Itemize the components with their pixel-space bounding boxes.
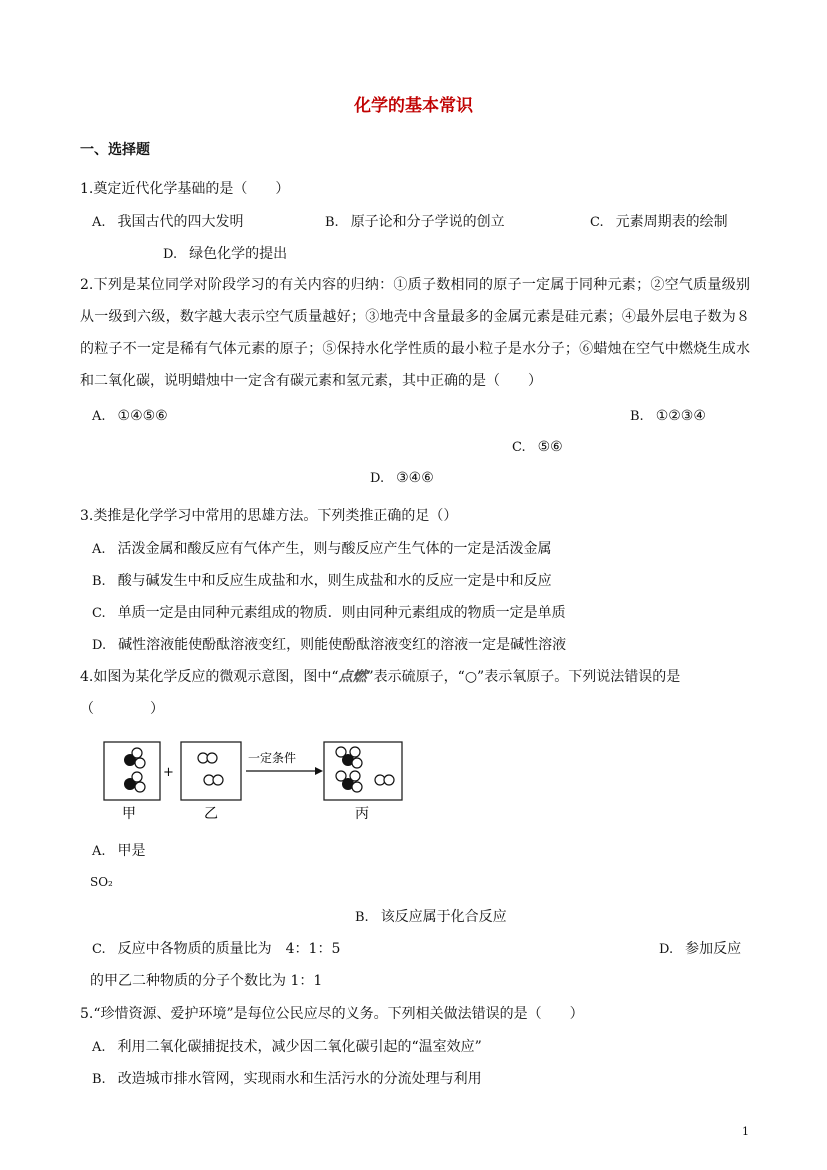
option-letter: A. <box>92 844 106 859</box>
page-title: 化学的基本常识 <box>354 96 473 116</box>
label-bing: 丙 <box>355 806 369 822</box>
option-text: 改造城市排水管网，实现雨水和生活污水的分流处理与利用 <box>117 1071 482 1087</box>
question-4-stem <box>80 666 680 686</box>
option-letter: D. <box>370 471 385 486</box>
arrow-head <box>315 767 323 775</box>
o2-molecule <box>198 753 217 763</box>
so2-molecule <box>124 772 145 792</box>
option-letter: B. <box>355 910 369 925</box>
option-letter: C. <box>92 942 106 957</box>
option-text: 我国古代的四大发明 <box>117 214 244 230</box>
q2-option-a[interactable] <box>92 408 168 424</box>
arrow-label: 一定条件 <box>248 751 297 765</box>
section-heading: 一、选择题 <box>80 142 150 158</box>
so2-molecule <box>124 748 145 768</box>
option-text: 利用二氧化碳捕捉技术，减少因二氧化碳引起的“温室效应” <box>117 1039 482 1055</box>
q2-option-c[interactable] <box>512 439 563 455</box>
box-yi <box>181 742 241 800</box>
option-letter: A. <box>92 1040 106 1055</box>
q4-option-a-formula: SO₂ <box>90 875 113 889</box>
reaction-diagram <box>100 738 410 824</box>
q1-option-a[interactable] <box>92 211 244 231</box>
option-text: 单质一定是由同种元素组成的物质．则由同种元素组成的物质一定是单质 <box>117 605 566 621</box>
q3-option-a[interactable] <box>92 538 552 558</box>
q3-option-c[interactable] <box>92 602 566 622</box>
option-text: 该反应属于化合反应 <box>380 909 507 925</box>
option-text: 绿色化学的提出 <box>189 246 288 262</box>
so3-molecule <box>336 771 362 792</box>
option-text: 原子论和分子学说的创立 <box>350 214 505 230</box>
o2-molecule <box>375 775 394 785</box>
q3-option-d[interactable] <box>92 634 566 654</box>
option-text: ③④⑥ <box>396 470 434 486</box>
question-2-stem: 2.下列是某位同学对阶段学习的有关内容的归纳：①质子数相同的原子一定属于同种元素；②空气质量级别从一级到六级，数字越大表示空气质量越好；③地壳中含量最多的金属元素是硅元素；④最外层电子数为８的粒子不一定是稀有气体元素的原子；⑤保持水化学性质的最小粒子是水分子；⑥蜡烛在空气中燃烧生成水和二氧化碳，说明蜡烛中一定含有碳元素和氢元素，其中正确的是（ ） <box>80 277 750 389</box>
option-text: ⑤⑥ <box>537 439 563 455</box>
q4-option-a[interactable] <box>92 840 146 860</box>
q4-option-c[interactable] <box>92 938 340 958</box>
option-letter: C. <box>92 606 106 621</box>
plus-sign: + <box>163 765 174 780</box>
option-text: 参加反应 <box>685 941 742 957</box>
option-text: 甲是 <box>117 843 146 859</box>
q4-option-d[interactable] <box>659 938 741 958</box>
q1-option-b[interactable] <box>325 211 505 231</box>
option-text: 酸与碱发生中和反应生成盐和水，则生成盐和水的反应一定是中和反应 <box>117 573 552 589</box>
option-text: ①④⑤⑥ <box>117 408 168 424</box>
option-text: 元素周期表的绘制 <box>615 214 728 230</box>
q2-option-b[interactable] <box>630 408 706 424</box>
option-letter: A. <box>92 542 106 557</box>
option-letter: D. <box>163 247 178 262</box>
question-3-stem: 3.类推是化学学习中常用的思雄方法。下列类推正确的足（） <box>80 508 458 524</box>
q4-option-b[interactable] <box>355 906 507 926</box>
option-text: 反应中各物质的质量比为 4：1：5 <box>117 941 341 957</box>
option-letter: B. <box>325 215 339 230</box>
option-letter: A. <box>92 215 106 230</box>
q3-option-b[interactable] <box>92 570 552 590</box>
so3-molecule <box>336 747 362 768</box>
label-yi: 乙 <box>204 806 218 822</box>
page-number: 1 <box>742 1125 749 1138</box>
option-letter: A. <box>92 409 106 424</box>
stem-text: ”表示硫原子，“○”表示氧原子。下列说法错误的是 <box>366 669 681 685</box>
q4-option-d-continuation: 的甲乙二种物质的分子个数比为 1：1 <box>90 973 323 989</box>
option-letter: D. <box>659 942 674 957</box>
question-4-paren: （ ） <box>80 701 164 717</box>
option-letter: C. <box>512 440 526 455</box>
option-text: 碱性溶液能使酚酞溶液变红，则能使酚酞溶液变红的溶液一定是碱性溶液 <box>118 637 567 653</box>
question-5-stem: 5.“珍惜资源、爱护环境”是每位公民应尽的义务。下列相关做法错误的是（ ） <box>80 1006 584 1022</box>
option-letter: D. <box>92 638 107 653</box>
option-letter: B. <box>92 574 106 589</box>
label-jia: 甲 <box>122 806 136 822</box>
option-letter: C. <box>590 215 604 230</box>
q5-option-b[interactable] <box>92 1068 482 1088</box>
o2-molecule <box>204 775 223 785</box>
stem-text: 4.如图为某化学反应的微观示意图，图中“ <box>80 669 339 685</box>
option-text: 活泼金属和酸反应有气体产生，则与酸反应产生气体的一定是活泼金属 <box>117 541 552 557</box>
inline-word: 点燃 <box>338 669 367 685</box>
question-1-stem: 1.奠定近代化学基础的是（ ） <box>80 181 290 197</box>
q1-option-d[interactable] <box>163 243 287 263</box>
q1-option-c[interactable] <box>590 211 728 231</box>
option-letter: B. <box>92 1072 106 1087</box>
option-text: ①②③④ <box>655 408 706 424</box>
q5-option-a[interactable] <box>92 1036 482 1056</box>
q2-option-d[interactable] <box>370 470 434 486</box>
option-letter: B. <box>630 409 644 424</box>
